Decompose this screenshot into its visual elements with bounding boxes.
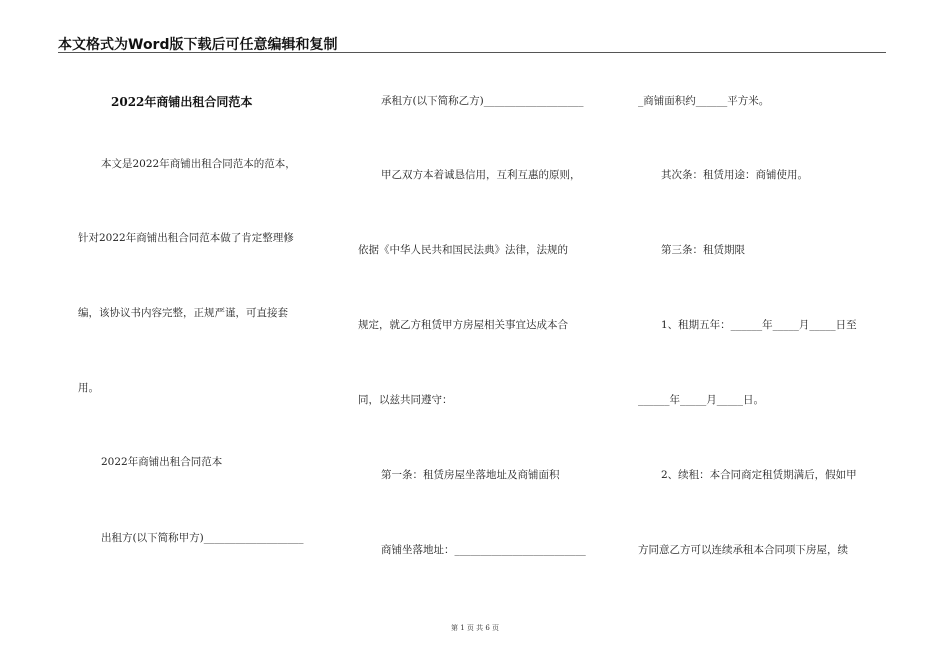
paragraph-line: ______年_____月_____日。 [638, 394, 764, 406]
paragraph-line: 规定，就乙方租赁甲方房屋相关事宜达成本合 [358, 319, 568, 331]
paragraph-line: 编，该协议书内容完整，正规严谨，可直接套 [78, 307, 288, 319]
page-number-footer: 第 1 页 共 6 页 [450, 624, 500, 632]
paragraph-line: 2、续租：本合同商定租赁期满后，假如甲 [661, 469, 857, 481]
paragraph-line: 第一条：租赁房屋坐落地址及商铺面积 [381, 469, 560, 481]
paragraph-line: 本文是2022年商铺出租合同范本的范本， [101, 158, 296, 170]
document-header-title: 本文格式为Word版下载后可任意编辑和复制 [58, 37, 338, 53]
section-heading: 2022年商铺出租合同范本 [101, 456, 223, 468]
paragraph-line: 第三条：租赁期限 [661, 244, 745, 256]
document-title: 2022年商铺出租合同范本 [111, 95, 253, 109]
paragraph-line: _商铺面积约______平方米。 [638, 95, 770, 107]
paragraph-line: 甲乙双方本着诚恳信用，互利互惠的原则， [381, 169, 581, 181]
paragraph-line: 商铺坐落地址：_________________________ [381, 544, 586, 556]
paragraph-line: 依据《中华人民共和国民法典》法律，法规的 [358, 244, 568, 256]
paragraph-line: 1、租期五年：______年_____月_____日至 [661, 319, 857, 331]
paragraph-line: 承租方(以下简称乙方)___________________ [381, 95, 584, 107]
header-divider [58, 52, 886, 53]
paragraph-line: 其次条：租赁用途：商铺使用。 [661, 169, 808, 181]
paragraph-line: 针对2022年商铺出租合同范本做了肯定整理修 [78, 232, 294, 244]
paragraph-line: 用。 [78, 382, 99, 394]
paragraph-line: 方同意乙方可以连续承租本合同项下房屋，续 [638, 544, 848, 556]
paragraph-line: 出租方(以下简称甲方)___________________ [101, 532, 304, 544]
paragraph-line: 同，以兹共同遵守： [358, 394, 453, 406]
